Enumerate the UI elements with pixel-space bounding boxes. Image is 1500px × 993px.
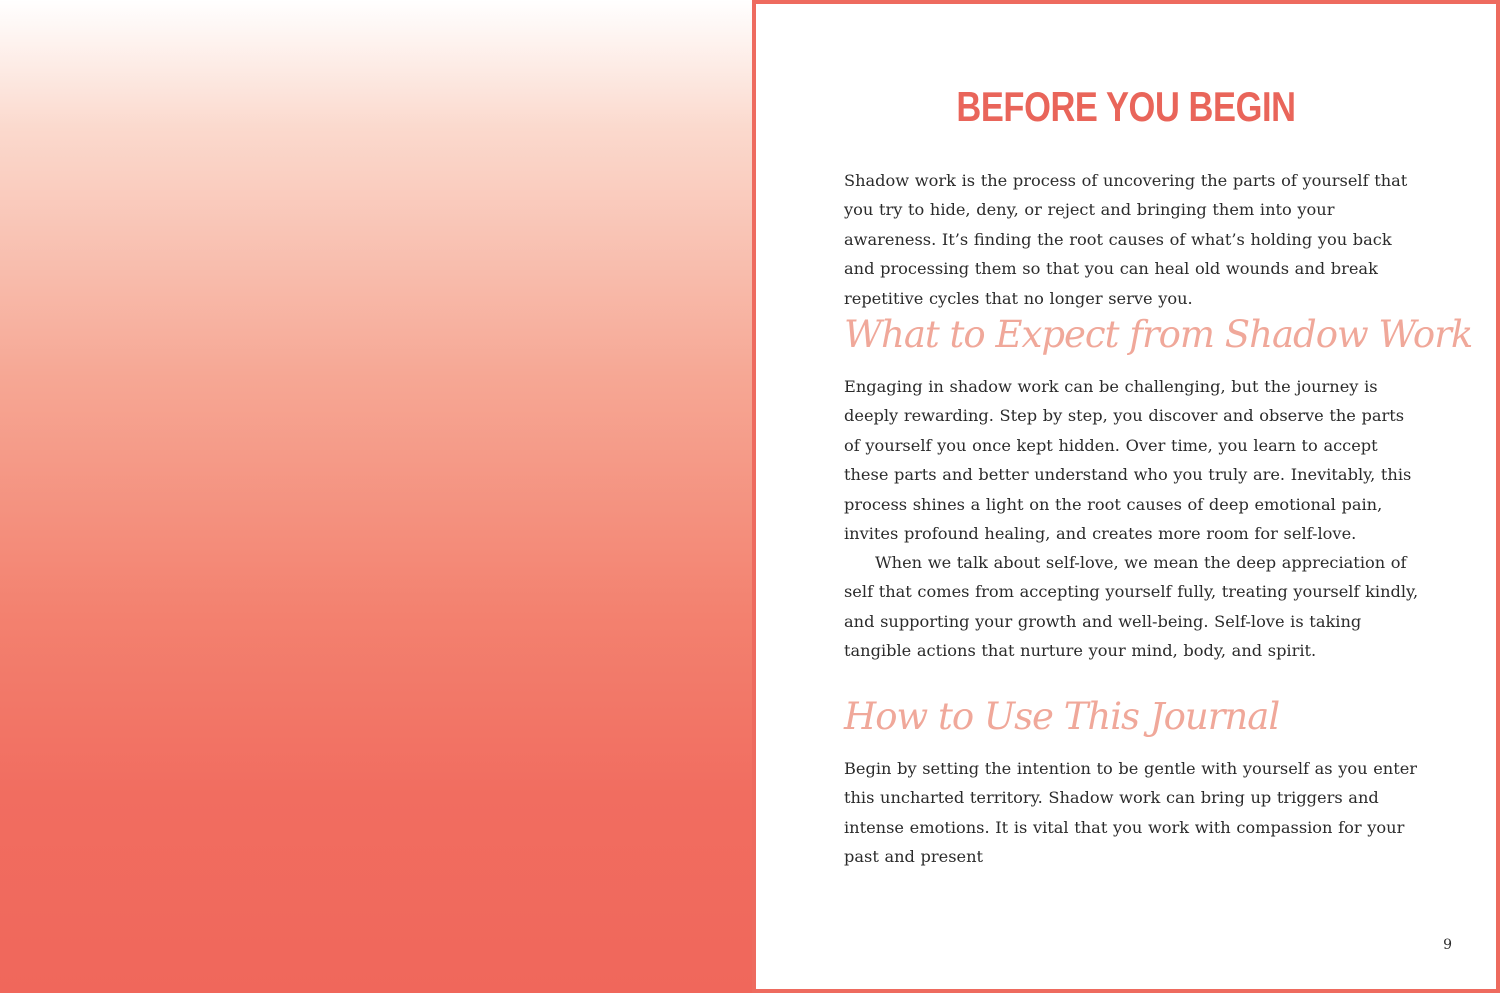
section2-paragraph-1: Begin by setting the intention to be gentle with yourself as you enter this uncharted territory. Shadow work can bring up triggers and intense emotions. It is vital that you work with compassion for your past and present bbox=[844, 759, 1418, 867]
section-heading-what-to-expect: What to Expect from Shadow Work bbox=[844, 313, 1473, 356]
intro-paragraph: Shadow work is the process of uncovering the parts of yourself that you try to hide, deny, or reject and bringing them into your awareness. It’s finding the root causes of what’s holding you back and processing them so that you can heal old wounds and break repetitive cycles that no longer serve you. bbox=[844, 171, 1408, 308]
right-page bbox=[752, 0, 1500, 993]
section1-paragraph-1: Engaging in shadow work can be challenging, but the journey is deeply rewarding. Step by step, you discover and observe the parts of yourself you once kept hidden. Over time, you learn to accept these parts and better understand who you truly are. Inevitably, this process shines a light on the root causes of deep emotional pain, invites profound healing, and creates more room for self-love. bbox=[844, 377, 1412, 544]
section-heading-how-to-use: How to Use This Journal bbox=[844, 695, 1280, 738]
page-title: BEFORE YOU BEGIN bbox=[956, 83, 1296, 130]
section1-paragraph-2: When we talk about self-love, we mean the deep appreciation of self that comes from accepting yourself fully, treating yourself kindly, and supporting your growth and well-being. Self-love is taking tangible actions that nurture your mind, body, and spirit. bbox=[844, 553, 1419, 661]
page-number: 9 bbox=[1443, 937, 1452, 953]
